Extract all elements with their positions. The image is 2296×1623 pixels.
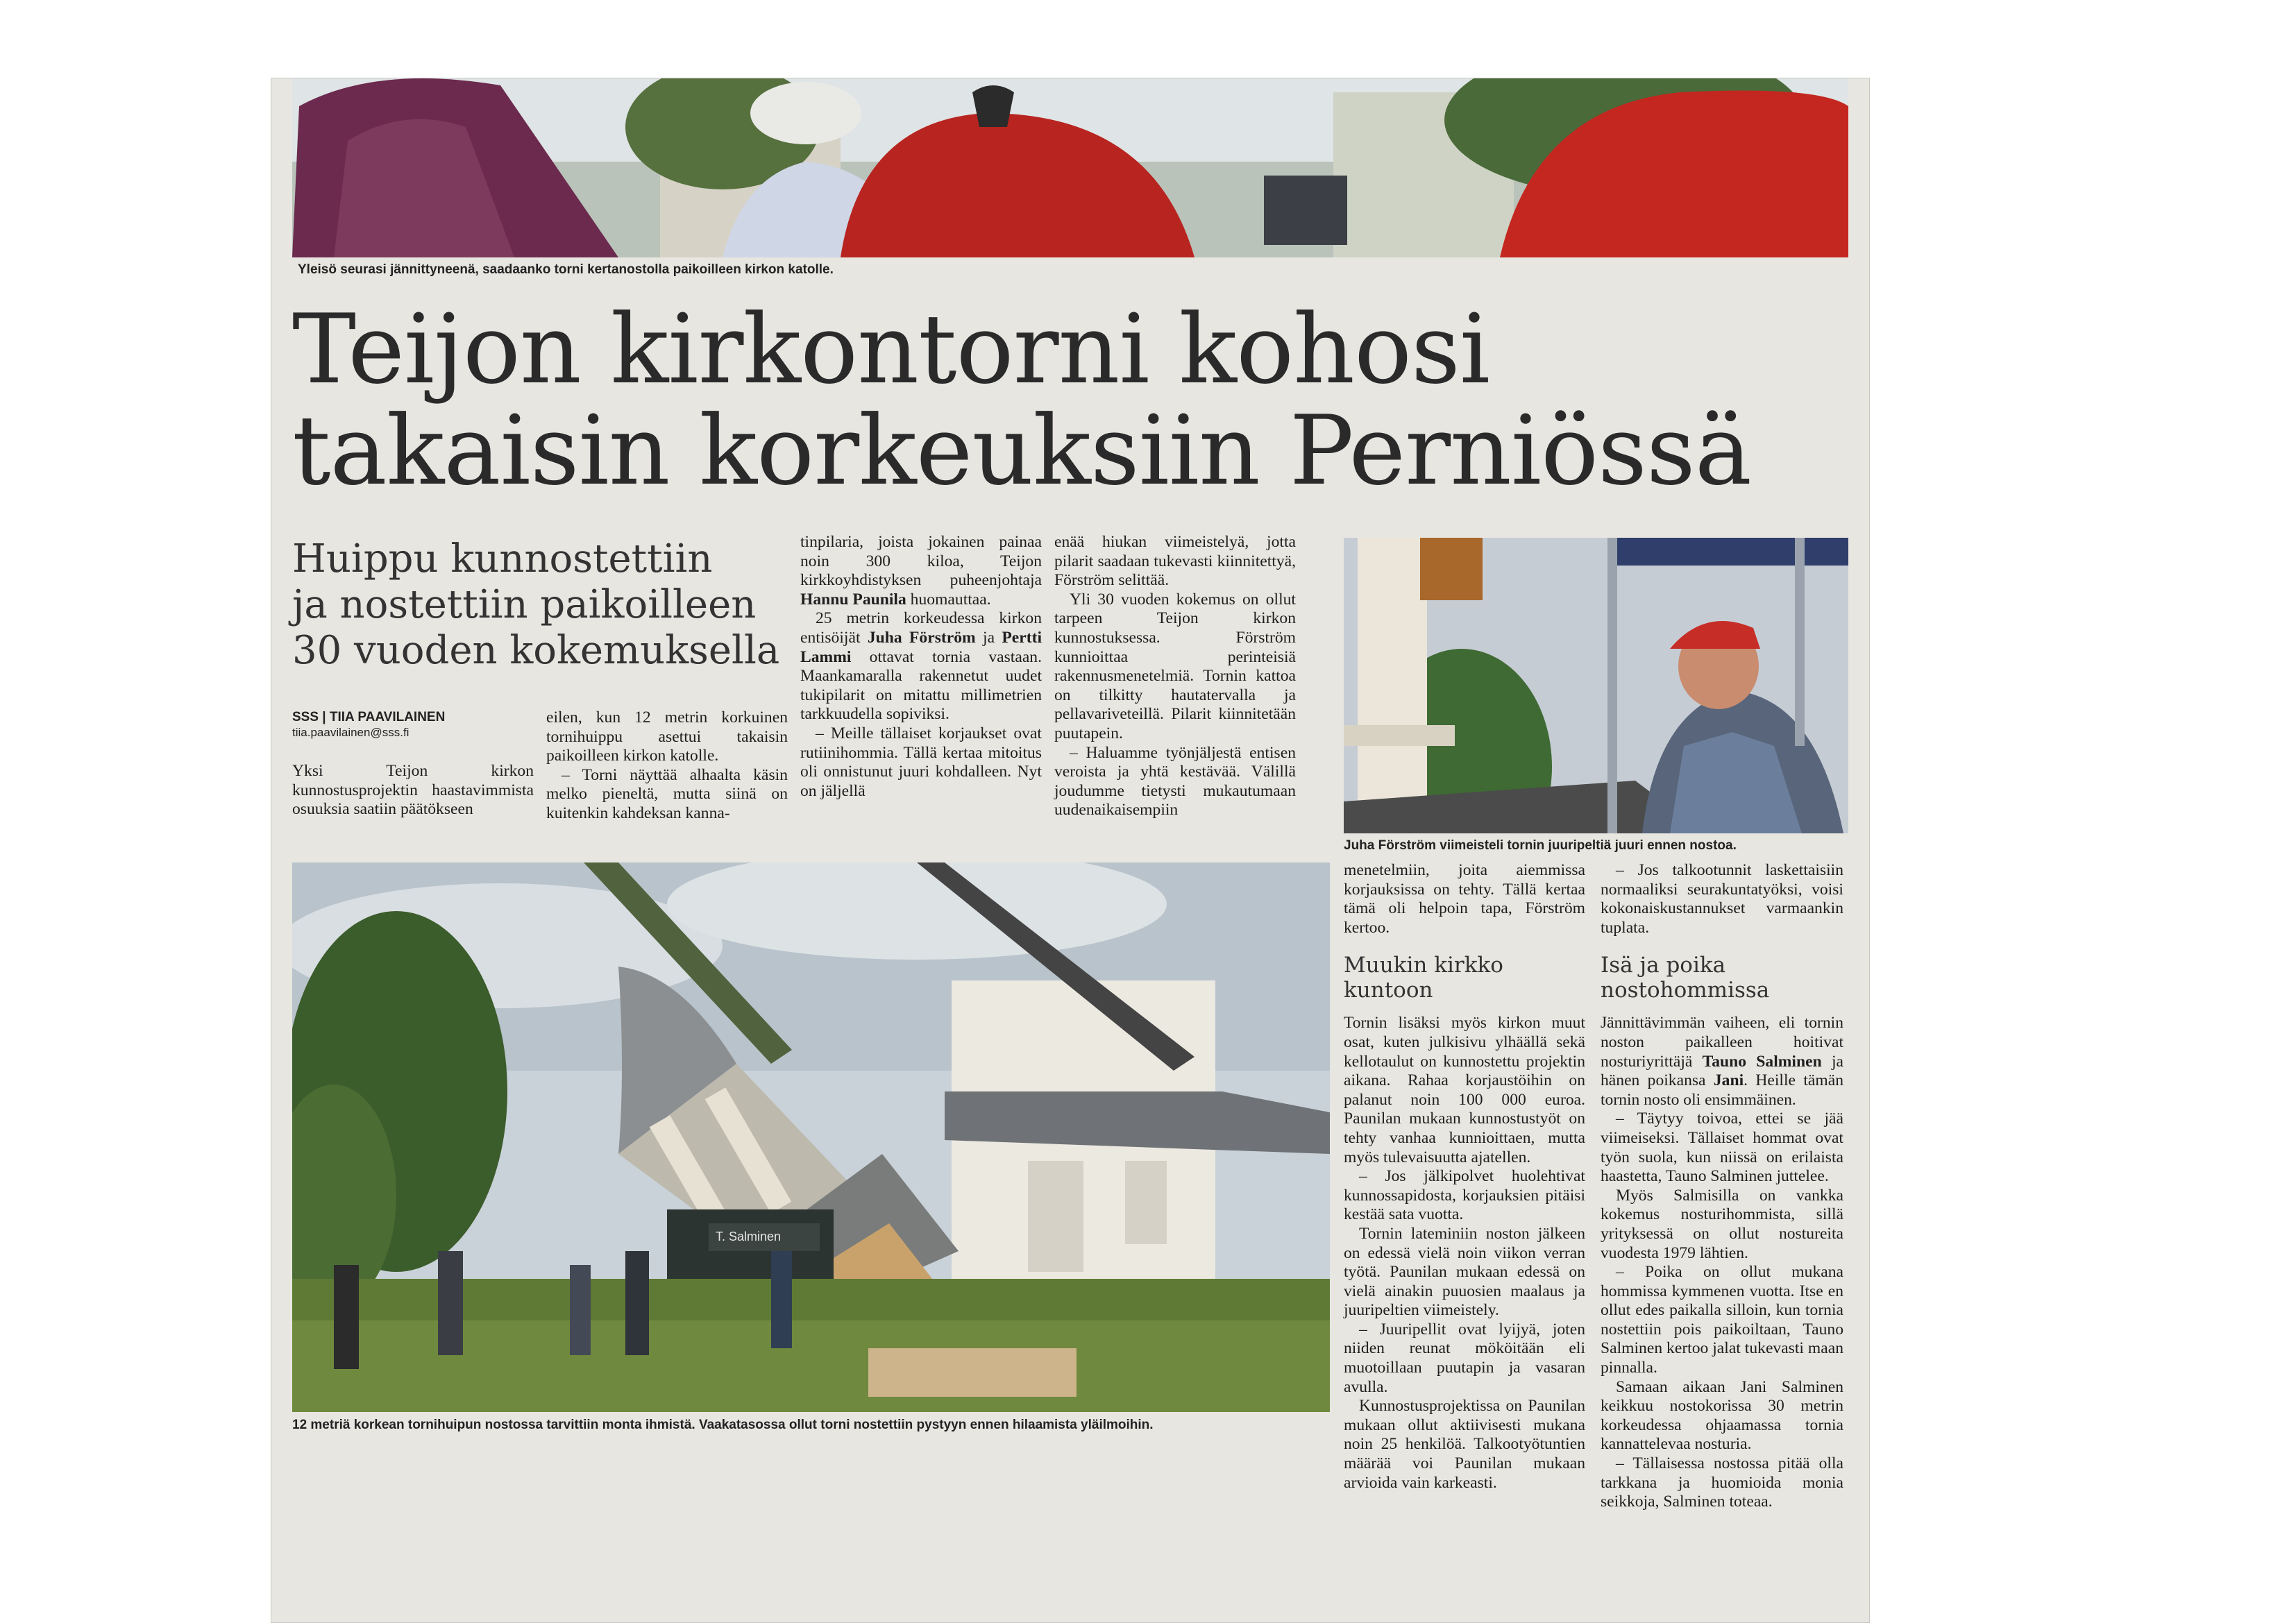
subheadline	[292, 536, 780, 674]
col5-paragraph-6: Kunnostusprojektissa on Paunilan mukaan ollut aktiivisesti mukana noin 25 henkilöä. Talkootyötuntien määrää voi Paunilan mukaan arvioida vain karkeasti.	[1344, 1397, 1585, 1492]
col5-paragraph-4: Tornin lateminiin noston jälkeen on edessä vielä noin viikon verran työtä. Paunilan mukaan edessä on vielä ainakin puuosien maalaus ja juuripeltien viimeistely.	[1344, 1224, 1585, 1320]
col2-paragraph-1: eilen, kun 12 metrin korkuinen tornihuippu asettui takaisin paikoilleen kirkon katolle.	[546, 708, 788, 765]
right-photo	[1344, 538, 1848, 833]
col6-paragraph-7: – Tällaisessa nostossa pitää olla tarkkana ja huomioida monia seikkoja, Salminen toteaa.	[1601, 1454, 1843, 1511]
col6-paragraph-3: – Täytyy toivoa, ettei se jää viimeiseksi. Tällaiset hommat ovat työn suola, kun niissä on erilaista haastetta, Tauno Salminen juttelee.	[1601, 1110, 1843, 1186]
name-pertti-lammi: Pertti Lammi	[800, 628, 1042, 666]
subheadline-line-1: Huippu kunnostettiin	[292, 536, 713, 581]
col6-subheading-line-1: Isä ja poika	[1601, 953, 1726, 978]
tower-lift-image	[292, 863, 1330, 1412]
main-photo-caption: 12 metriä korkean tornihuipun nostossa tarvittiin monta ihmistä. Vaakatasossa ollut torni nostettiin pystyyn ennen hilaamista yläilmoihin.	[292, 1418, 1154, 1432]
newspaper-clipping	[271, 78, 1870, 1623]
col6-subheading-line-2: nostohommissa	[1601, 978, 1770, 1003]
name-tauno-salminen: Tauno Salminen	[1702, 1052, 1822, 1071]
truck-logo-text: T. Salminen	[716, 1230, 782, 1243]
col6-subheading	[1601, 953, 1843, 1003]
byline	[292, 710, 445, 740]
headline-line-2: takaisin korkeuksiin Perniössä	[292, 395, 1752, 507]
col5-paragraph-5: – Juuripellit ovat lyijyä, joten niiden reunat mököitään eli muotoillaan puutapin ja vasaran avulla.	[1344, 1320, 1585, 1396]
headline	[292, 294, 1752, 507]
column-5	[1344, 861, 1585, 1493]
col6-paragraph-5: – Poika on ollut mukana hommissa kymmenen vuotta. Itse en ollut edes paikalla silloin, kun tornia nostettiin pois paikoiltaan, Tauno Salminen kertoo jalat tukevasti maan pinnalla.	[1601, 1263, 1843, 1377]
byline-email: tiia.paavilainen@sss.fi	[292, 726, 410, 739]
col6-paragraph-1: – Jos talkootunnit laskettaisiin normaaliksi seurakuntatyöksi, voisi kokonaiskustannukset varmaankin tuplata.	[1601, 861, 1843, 937]
worker-image	[1344, 538, 1848, 833]
col5-paragraph-3: – Jos jälkipolvet huolehtivat kunnossapidosta, korjauksien pitäisi kestää sata vuotta.	[1344, 1167, 1585, 1224]
col6-paragraph-4: Myös Salmisilla on vankka kokemus nosturihommista, sillä yrityksessä on ollut nostureita vuodesta 1979 lähtien.	[1601, 1186, 1843, 1262]
crowd-image	[292, 78, 1848, 257]
col5-paragraph-2: Tornin lisäksi myös kirkon muut osat, kuten julkisivu ylhäällä sekä kellotaulut on kunnostettu projektin aikana. Rahaa korjaustöihin on palanut noin 100 000 euroa. Paunilan mukaan kunnostustyöt on tehty vanhaa kunnioittaen, mutta myös tulevaisuutta ajatellen.	[1344, 1014, 1585, 1166]
col6-paragraph-2: Jännittävimmän vaiheen, eli tornin noston paikalleen hoitivat nosturiyrittäjä Tauno Salminen ja hänen poikansa Jani. Heille tämän tornin nosto oli ensimmäinen.	[1601, 1014, 1843, 1109]
top-photo-caption: Yleisö seurasi jännittyneenä, saadaanko torni kertanostolla paikoilleen kirkon katolle.	[298, 262, 834, 277]
name-jani: Jani	[1713, 1071, 1744, 1090]
headline-line-1: Teijon kirkontorni kohosi	[292, 294, 1490, 405]
right-photo-caption: Juha Förström viimeisteli tornin juuripeltiä juuri ennen nostoa.	[1344, 838, 1737, 853]
col3-paragraph-1: tinpilaria, joista jokainen painaa noin 300 kiloa, Teijon kirkkoyhdistyksen puheenjohtaja Hannu Paunila huomauttaa.	[800, 533, 1042, 609]
name-hannu-paunila: Hannu Paunila	[800, 590, 906, 609]
col4-paragraph-2: Yli 30 vuoden kokemus on ollut tarpeen Teijon kirkon kunnostuksessa. Förström kunnioittaa perinteisiä rakennusmenetelmiä. Tornin kattoa on tilkitty hautatervalla ja pellavariveteillä. Pilarit kiinnitetään puutapein.	[1054, 590, 1296, 742]
col5-paragraph-1: menetelmiin, joita aiemmissa korjauksissa on tehty. Tällä kertaa tämä oli helpoin tapa, Förström kertoo.	[1344, 861, 1585, 937]
main-photo	[292, 863, 1330, 1412]
col4-paragraph-3: – Haluamme työnjäljestä entisen veroista ja yhtä kestävää. Välillä joudumme tietysti mukautumaan uudenaikaisempiin	[1054, 743, 1296, 819]
col2-paragraph-2: – Torni näyttää alhaalta käsin melko pieneltä, mutta siinä on kuitenkin kahdeksan kanna-	[546, 765, 788, 822]
name-juha-forstrom: Juha Förström	[867, 628, 976, 647]
byline-author: SSS | TIIA PAAVILAINEN	[292, 710, 446, 724]
col3-paragraph-3: – Meille tällaiset korjaukset ovat rutiinihommia. Tällä kertaa mitoitus oli onnistunut juuri kohdalleen. Nyt on jäljellä	[800, 724, 1042, 800]
column-2	[546, 708, 788, 824]
col4-paragraph-1: enää hiukan viimeistelyä, jotta pilarit saadaan tukevasti kiinnitettyä, Förström selittää.	[1054, 533, 1296, 590]
column-1	[292, 762, 534, 819]
top-photo	[292, 78, 1848, 257]
col5-subheading-line-2: kuntoon	[1344, 978, 1433, 1003]
subheadline-line-3: 30 vuoden kokemuksella	[292, 628, 780, 673]
col3-paragraph-2: 25 metrin korkeudessa kirkon entisöijät Juha Förström ja Pertti Lammi ottavat tornia vastaan. Maankamaralla rakennetut uudet tukipilarit on mitattu millimetrien tarkkuudella sopiviksi.	[800, 609, 1042, 724]
column-3	[800, 533, 1042, 801]
subheadline-line-2: ja nostettiin paikoilleen	[292, 582, 757, 627]
column-6	[1601, 861, 1843, 1512]
col6-paragraph-6: Samaan aikaan Jani Salminen keikkuu nostokorissa 30 metrin korkeudessa ohjaamassa tornia kannattelevaa nosturia.	[1601, 1377, 1843, 1454]
column-4	[1054, 533, 1296, 820]
col5-subheading	[1344, 953, 1585, 1003]
col5-subheading-line-1: Muukin kirkko	[1344, 953, 1503, 978]
col1-paragraph: Yksi Teijon kirkon kunnostusprojektin haastavimmista osuuksia saatiin päätökseen	[292, 762, 534, 819]
